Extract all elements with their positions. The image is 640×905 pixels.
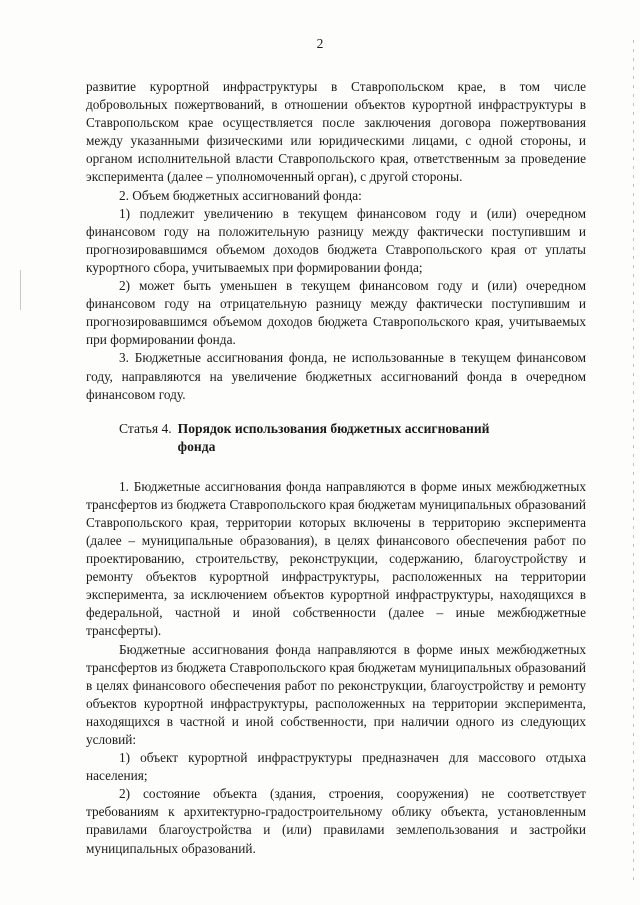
paragraph: 2) может быть уменьшен в текущем финансовом году и (или) очередном финансовом году на отрицательную разницу между фактически поступившим и прогнозировавшимся объемом доходов бюджета Ставропольского края, учитываемых при формировании фонда. bbox=[86, 278, 586, 348]
article-label: Статья 4. bbox=[119, 420, 172, 436]
paragraph: 1) объект курортной инфраструктуры предназначен для массового отдыха населения; bbox=[86, 750, 586, 784]
paragraph: 1) подлежит увеличению в текущем финансовом году и (или) очередном финансовом году на положительную разницу между фактически поступившим и прогнозировавшимся объемом доходов бюджета Ставропольского края от уплаты курортного сбора, учитываемых при формировании фонда; bbox=[86, 205, 586, 275]
paragraph-continuation: развитие курортной инфраструктуры в Ставропольском крае, в том числе добровольных пожертвований, в отношении объектов курортной инфраструктуры в Ставропольском крае осуществляется после заключения договора пожертвования между указанными физическими или юридическими лицами, с одной стороны, и органом исполнительной власти Ставропольского края, ответственным за проведение эксперимента (далее – уполномоченный орган), с другой стороны. bbox=[86, 79, 586, 185]
paragraph: Бюджетные ассигнования фонда направляются в форме иных межбюджетных трансфертов из бюджета Ставропольского края бюджетам муниципальных образований в целях финансового обеспечения работ по реконструкции, благоустройству и ремонту объектов курортной инфраструктуры, расположенных на территории эксперимента, находящихся в частной и иной собственности, при наличии одного из следующих условий: bbox=[86, 641, 586, 747]
paragraph: 3. Бюджетные ассигнования фонда, не использованные в текущем финансовом году, направляются на увеличение бюджетных ассигнований фонда в очередном финансовом году. bbox=[86, 350, 586, 402]
paragraph: 2. Объем бюджетных ассигнований фонда: bbox=[119, 187, 362, 203]
article-title: Порядок использования бюджетных ассигнований фонда bbox=[177, 420, 490, 454]
article-heading bbox=[86, 420, 586, 456]
page-number: 2 bbox=[316, 36, 324, 51]
paragraph: 2) состояние объекта (здания, строения, сооружения) не соответствует требованиям к архитектурно-градостроительному облику объекта, установленным правилами благоустройства и (или) правилами землепользования и застройки муниципальных образований. bbox=[86, 786, 586, 856]
document-body bbox=[86, 78, 586, 858]
paragraph: 1. Бюджетные ассигнования фонда направляются в форме иных межбюджетных трансфертов из бюджета Ставропольского края бюджетам муниципальных образований Ставропольского края, территории которых включены в территорию эксперимента (далее – муниципальные образования), в целях финансового обеспечения работ по проектированию, строительству, реконструкции, содержанию, благоустройству и ремонту объектов курортной инфраструктуры, расположенных на территории эксперимента, за исключением объектов курортной инфраструктуры, находящихся в федеральной, частной и иной собственности (далее – иные межбюджетные трансферты). bbox=[86, 478, 586, 639]
scan-mark-artifact bbox=[20, 270, 21, 310]
scan-edge-artifact bbox=[633, 40, 634, 880]
